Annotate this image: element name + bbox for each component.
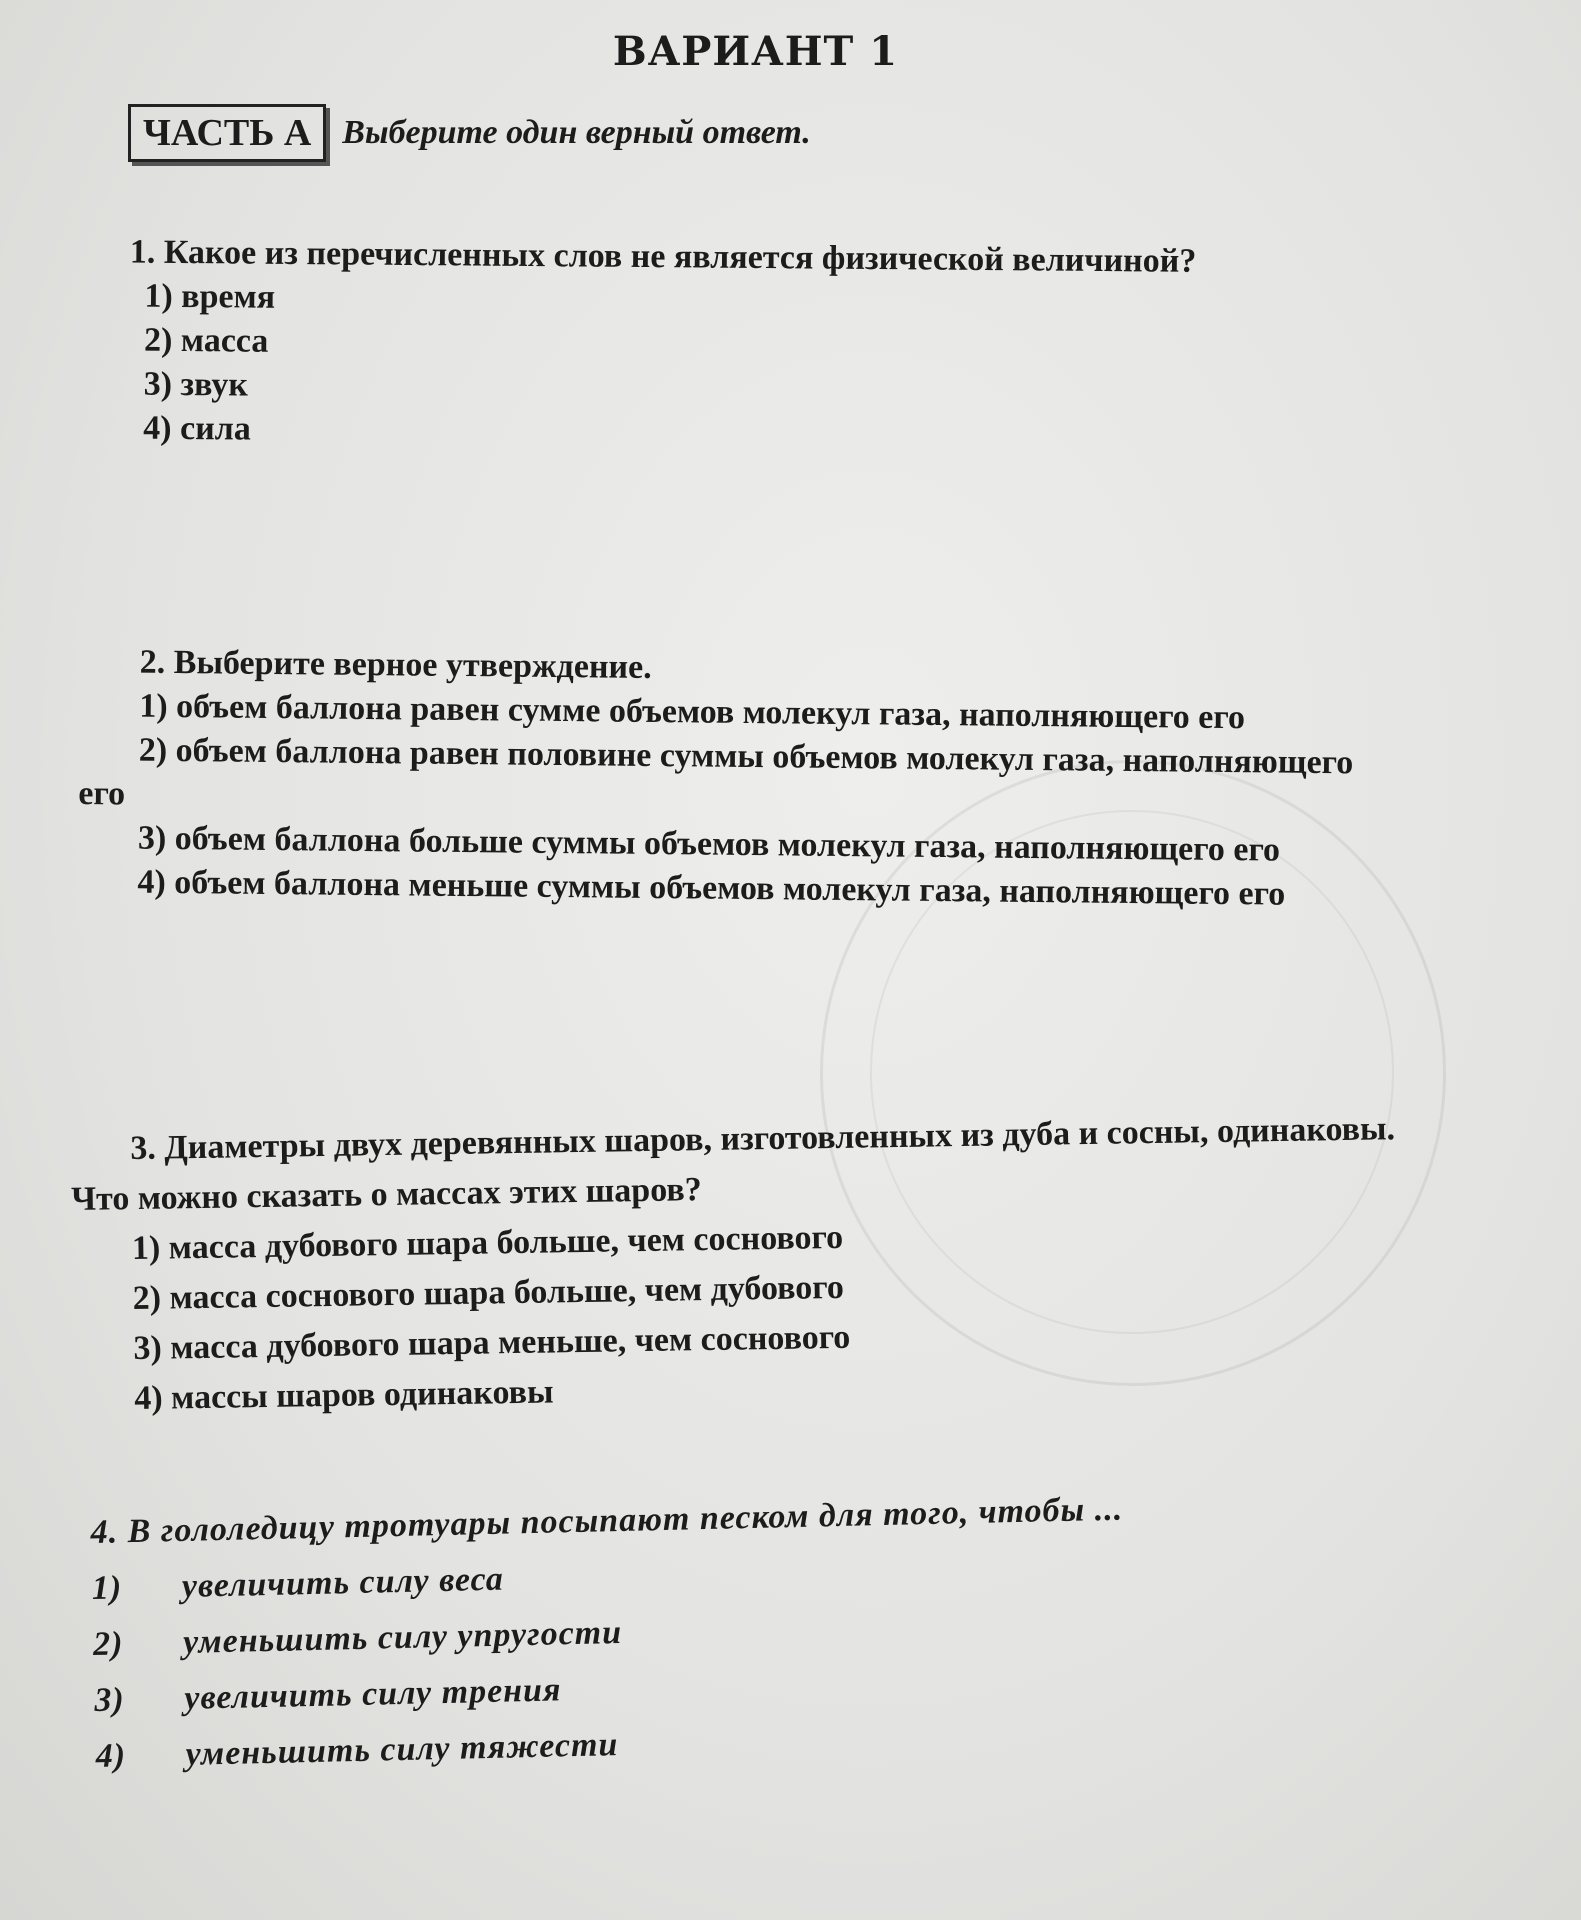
part-instruction: Выберите один верный ответ.: [342, 114, 811, 151]
variant-title: ВАРИАНТ 1: [612, 28, 899, 75]
part-header: [128, 104, 811, 162]
question-stem: 4. В гололедицу тротуары посыпают песком для того, чтобы ...: [90, 1490, 1124, 1551]
answer-option: 4) сила: [143, 409, 252, 448]
question-3: [70, 1104, 1415, 1425]
answer-option: 3) масса дубового шара меньше, чем соснового: [133, 1318, 851, 1368]
option-text: увеличить силу веса: [181, 1560, 505, 1605]
option-text: уменьшить силу упругости: [182, 1613, 623, 1661]
answer-option: 1) объем баллона равен сумме объемов молекул газа, наполняющего его: [139, 687, 1246, 737]
answer-option: 2) масса: [143, 321, 269, 360]
question-stem: 1. Какое из перечисленных слов не является физической величиной?: [129, 233, 1197, 280]
part-label: ЧАСТЬ А: [128, 104, 326, 162]
question-stem: 3. Диаметры двух деревянных шаров, изготовленных из дуба и сосны, одинаковы. Что можно сказать о массах этих шаров?: [70, 1110, 1396, 1218]
option-text: увеличить силу трения: [183, 1671, 562, 1717]
answer-option: 3) объем баллона больше суммы объемов молекул газа, наполняющего его: [137, 819, 1281, 869]
option-text: уменьшить силу тяжести: [185, 1726, 619, 1773]
option-number: 1): [91, 1569, 123, 1607]
option-number: 3): [94, 1681, 126, 1719]
answer-option: 2) масса соснового шара больше, чем дубового: [132, 1268, 845, 1318]
question-1: [68, 230, 1360, 461]
answer-option: 1) масса дубового шара больше, чем соснового: [131, 1218, 844, 1268]
answer-option: 2) объем баллона равен половине суммы объемов молекул газа, наполняющего его: [78, 731, 1354, 813]
option-number: 4): [95, 1737, 127, 1775]
answer-option: 4) объем баллона меньше суммы объемов молекул газа, наполняющего его: [137, 863, 1286, 913]
question-stem: 2. Выберите верное утверждение.: [139, 643, 652, 686]
question-2: [77, 640, 1370, 917]
answer-option: 4) массы шаров одинаковы: [134, 1373, 554, 1418]
answer-option: 1) время: [144, 277, 276, 316]
question-4: [90, 1474, 1476, 1785]
option-number: 2): [92, 1625, 124, 1663]
answer-option: 3) звук: [143, 365, 249, 404]
